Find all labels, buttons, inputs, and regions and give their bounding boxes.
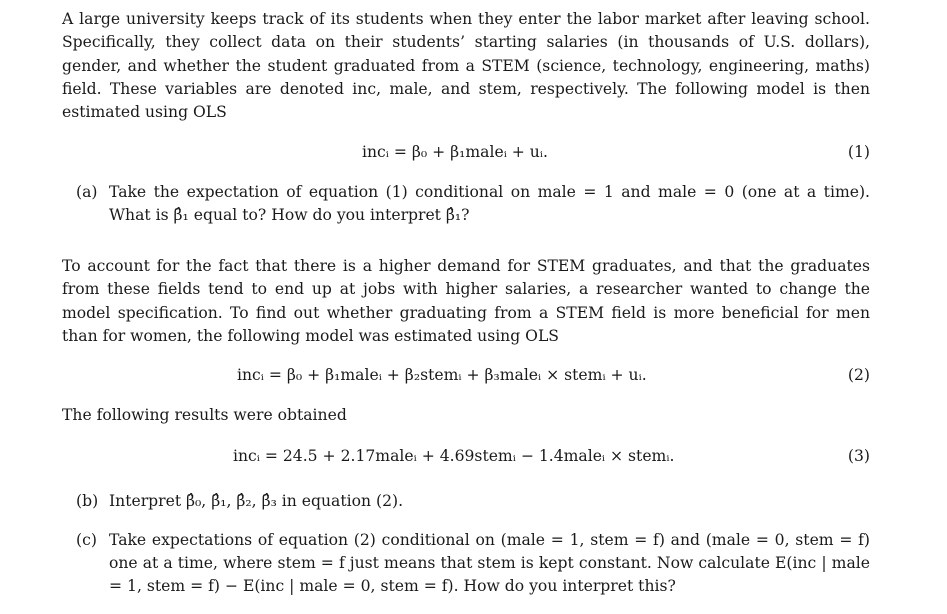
equation-2: incᵢ = β₀ + β₁maleᵢ + β₂stemᵢ + β₃maleᵢ × stemᵢ + uᵢ.: [237, 366, 647, 384]
part-a-text: Take the expectation of equation (1) conditional on male = 1 and male = 0 (one at a time). What is β̂₁ equal to? How do you interpret β̂₁?: [109, 183, 870, 225]
part-b: [62, 490, 870, 513]
part-a-label: (a): [76, 183, 98, 201]
problem-page: [62, 8, 870, 598]
intro-paragraph: A large university keeps track of its students when they enter the labor market after leaving school. Specifically, they collect data on their students’ starting salaries (in thousands of U.S. dollars), gender, and whether the student graduated from a STEM (science, technology, engineering, maths) field. These variables are denoted inc, male, and stem, respectively. The following model is then estimated using OLS: [62, 10, 870, 122]
part-c-text: Take expectations of equation (2) conditional on (male = 1, stem = f) and (male = 0, stem = f) one at a time, where stem = f just means that stem is kept constant. Now calculate E(inc | male = 1, stem = f) − E(inc | male = 0, stem = f). How do you interpret this?: [109, 530, 870, 596]
equation-3-row: [62, 444, 870, 468]
equation-3-number: (3): [847, 447, 870, 466]
equation-2-row: [62, 363, 870, 387]
part-a: [62, 181, 870, 228]
equation-2-number: (2): [847, 366, 870, 384]
equation-1-row: [62, 140, 870, 164]
results-intro: The following results were obtained: [62, 406, 347, 424]
part-b-label: (b): [76, 492, 99, 511]
equation-3: incᵢ = 24.5 + 2.17maleᵢ + 4.69stemᵢ − 1.4maleᵢ × stemᵢ.: [233, 447, 675, 466]
equation-1-number: (1): [847, 143, 870, 161]
part-b-text: Interpret β̂₀, β̂₁, β̂₂, β̂₃ in equation (2).: [109, 492, 404, 511]
equation-1: incᵢ = β₀ + β₁maleᵢ + uᵢ.: [362, 143, 548, 161]
middle-paragraph: To account for the fact that there is a higher demand for STEM graduates, and that the graduates from these fields tend to end up at jobs with higher salaries, a researcher wanted to change the model specification. To find out whether graduating from a STEM field is more beneficial for men than for women, the following model was estimated using OLS: [62, 257, 870, 345]
part-c-label: (c): [76, 530, 97, 549]
part-c: [62, 529, 870, 599]
